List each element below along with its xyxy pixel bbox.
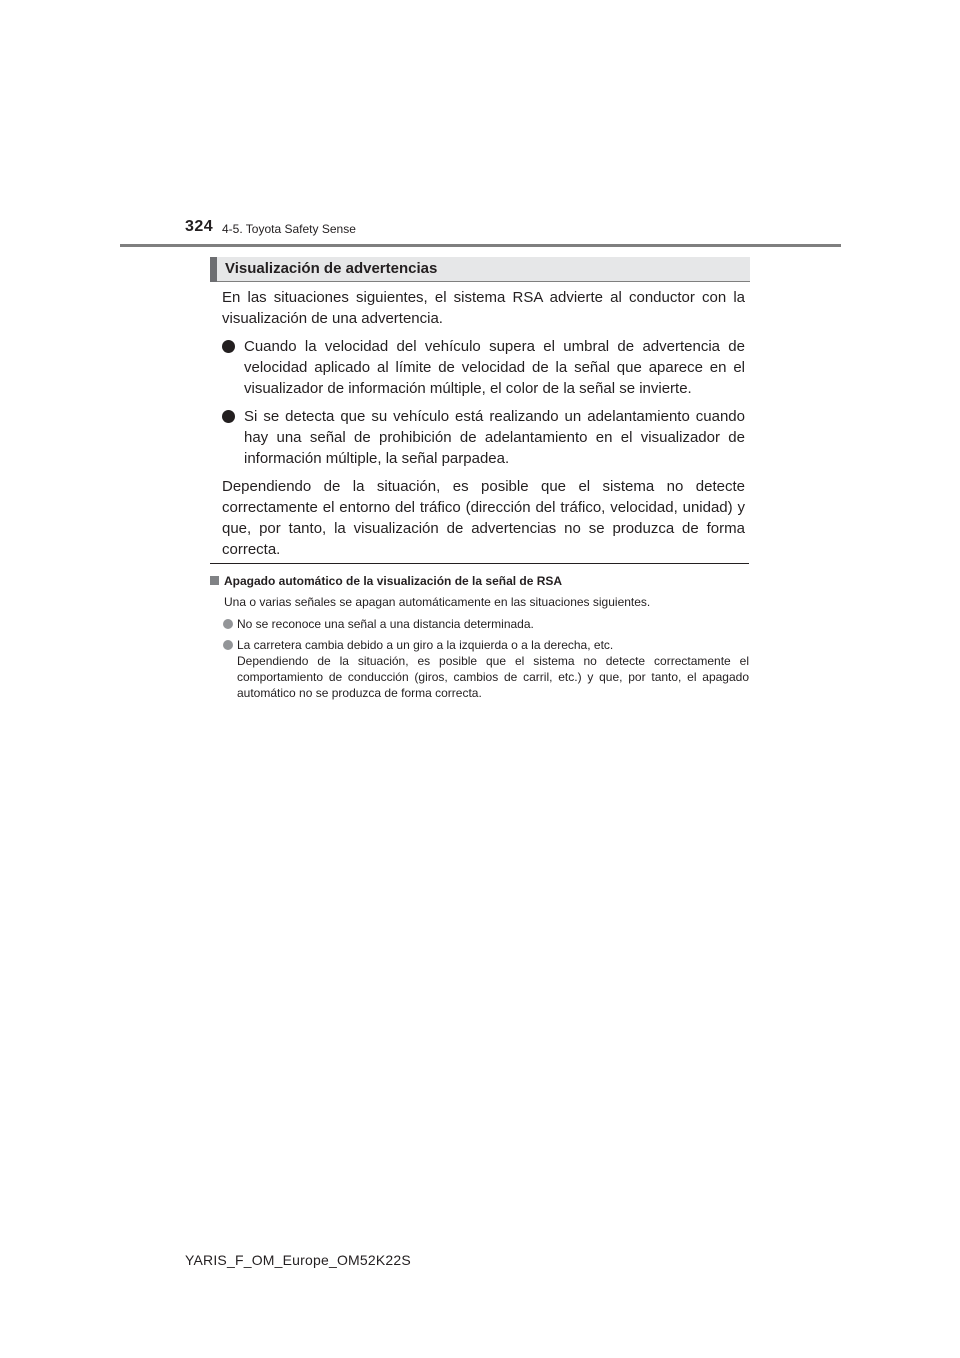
note-heading	[210, 573, 749, 589]
closing-paragraph: Dependiendo de la situación, es posible que el sistema no detecte correctamente el entorno del tráfico (dirección del tráfico, velocidad, unidad) y que, por tanto, la visualización de advertencias no se produzca de forma correcta.	[222, 478, 745, 558]
bullet-dot-icon	[222, 340, 235, 353]
bullet-dot-icon	[223, 640, 233, 650]
bullet-item	[222, 336, 745, 399]
section-title: 4-5. Toyota Safety Sense	[222, 222, 356, 236]
bullet-dot-icon	[223, 619, 233, 629]
note-bullet	[210, 637, 749, 701]
note-bullet-continuation: Dependiendo de la situación, es posible que el sistema no detecte correctamente el comportamiento de conducción (giros, cambios de carril, etc.) y que, por tanto, el apagado automático no se produzca de forma correcta.	[237, 654, 749, 700]
note-bullet-text: No se reconoce una señal a una distancia determinada.	[237, 617, 534, 631]
bullet-text: Si se detecta que su vehículo está realizando un adelantamiento cuando hay una señal de prohibición de adelantamiento en el visualizador de información múltiple, la señal parpadea.	[244, 408, 745, 467]
section-heading-box	[210, 257, 750, 282]
note-bullet	[210, 616, 749, 632]
section-heading: Visualización de advertencias	[225, 260, 438, 277]
content-divider	[210, 563, 749, 564]
note-heading-text: Apagado automático de la visualización de la señal de RSA	[224, 574, 563, 588]
heading-accent-bar	[210, 257, 217, 282]
header-rule	[120, 244, 841, 247]
note-bullet-text: La carretera cambia debido a un giro a la izquierda o a la derecha, etc.	[237, 638, 614, 652]
note-intro: Una o varias señales se apagan automáticamente en las situaciones siguientes.	[224, 595, 651, 609]
bullet-dot-icon	[222, 410, 235, 423]
page-number: 324	[185, 218, 214, 235]
bullet-text: Cuando la velocidad del vehículo supera el umbral de advertencia de velocidad aplicado al límite de velocidad de la señal que aparece en el visualizador de información múltiple, el color de la señal se invierte.	[244, 338, 745, 397]
square-bullet-icon	[210, 576, 219, 585]
bullet-item	[222, 406, 745, 469]
main-content	[222, 287, 745, 567]
intro-paragraph: En las situaciones siguientes, el sistema RSA advierte al conductor con la visualización de una advertencia.	[222, 289, 745, 327]
notes-section	[210, 573, 749, 706]
document-footer: YARIS_F_OM_Europe_OM52K22S	[185, 1252, 411, 1268]
